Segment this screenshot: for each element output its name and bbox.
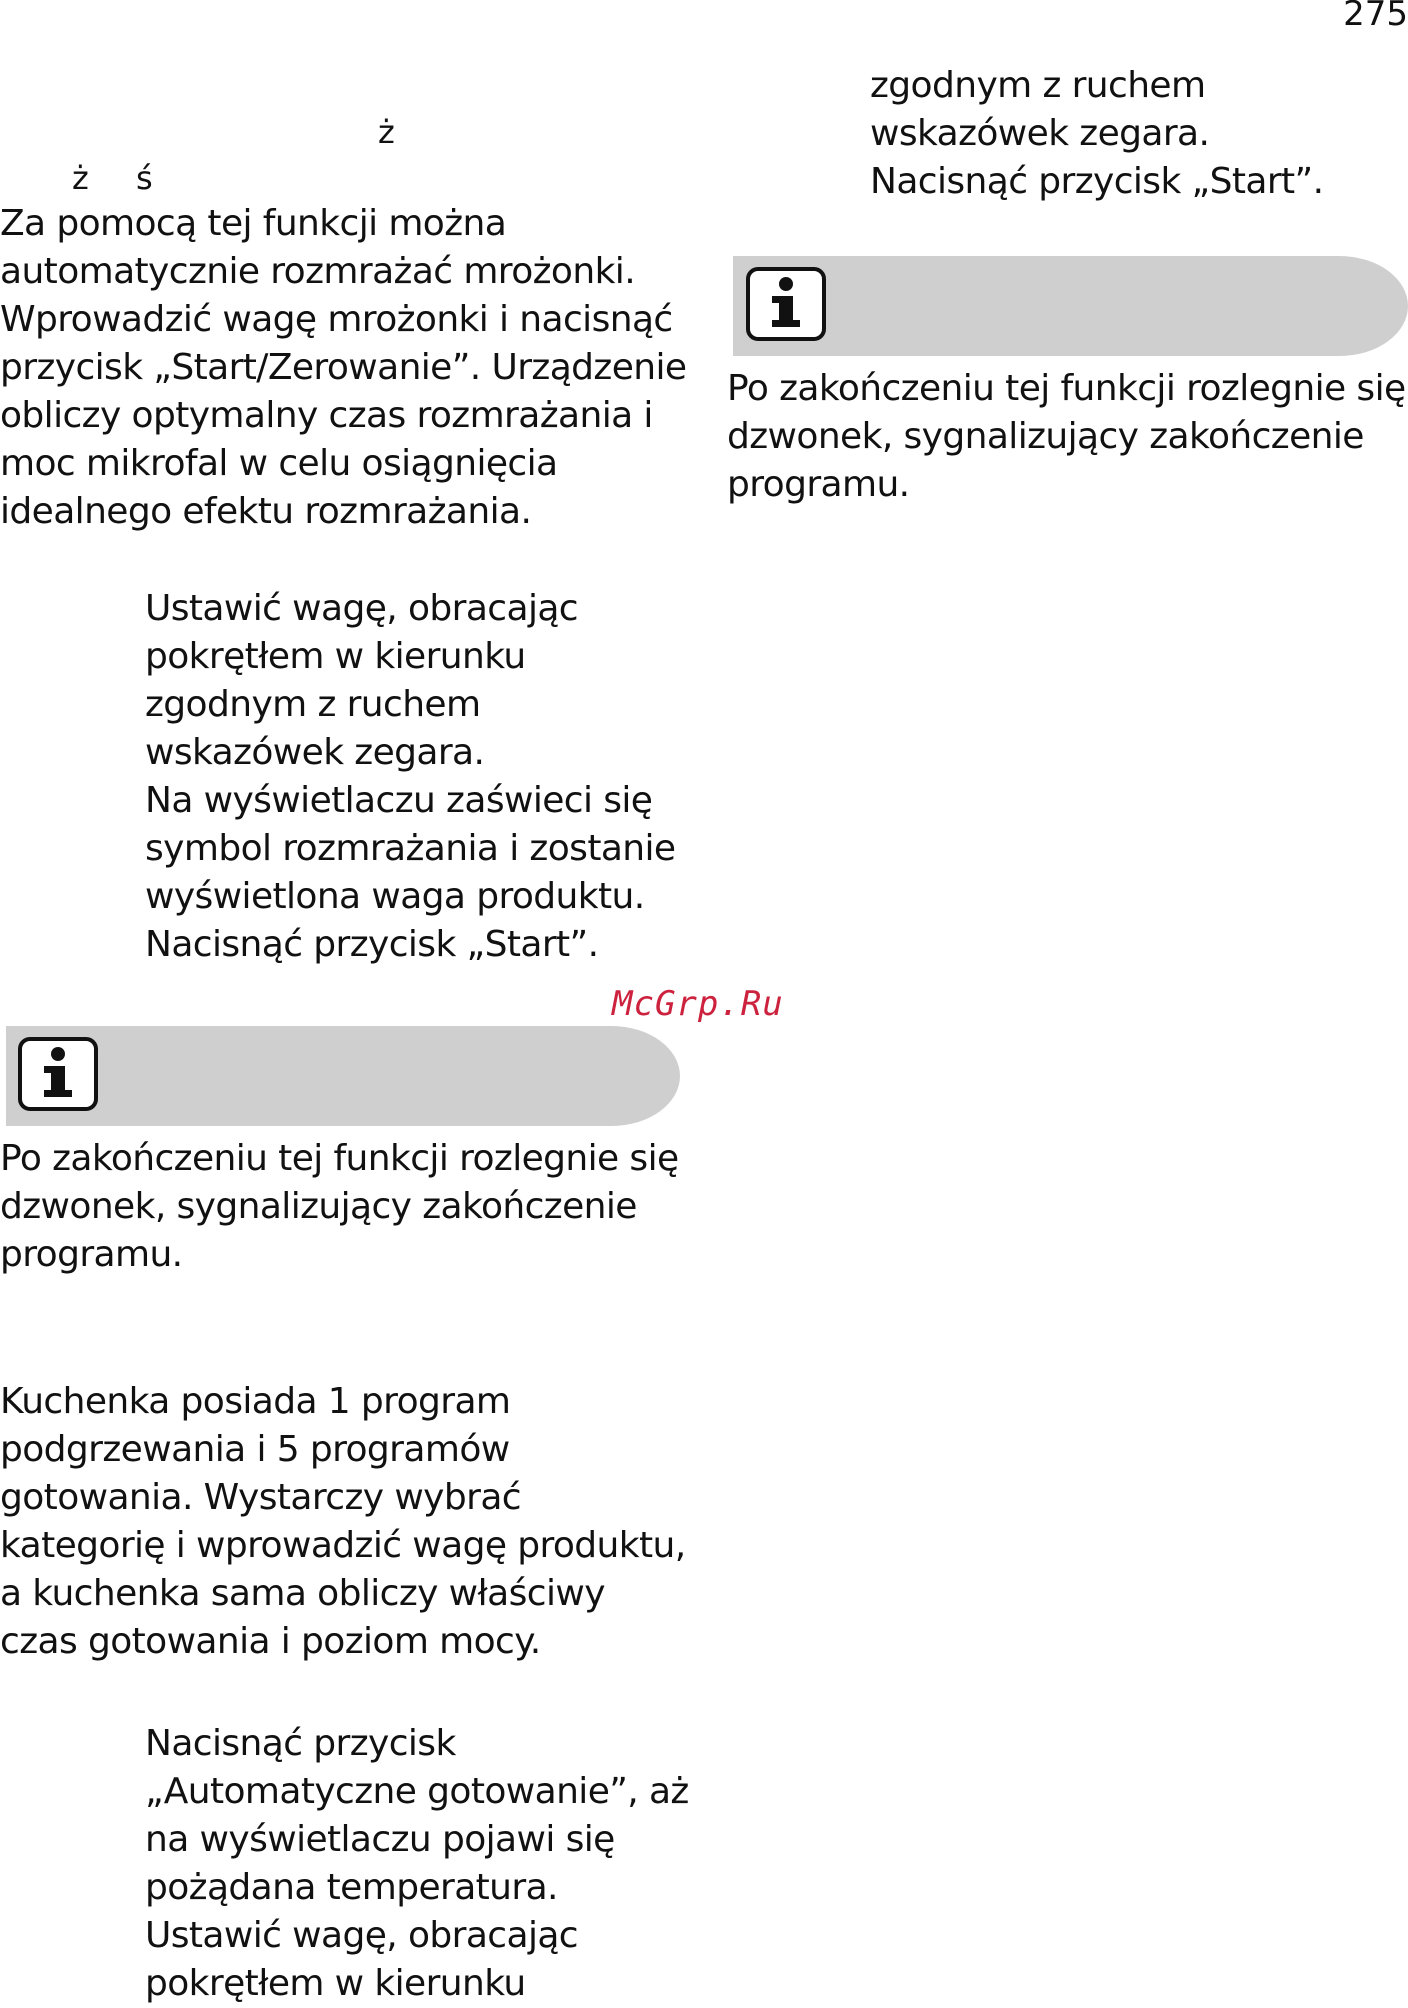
- step-line: symbol rozmrażania i zostanie: [145, 828, 676, 869]
- paragraph-line: moc mikrofal w celu osiągnięcia: [0, 443, 558, 484]
- paragraph-line: Za pomocą tej funkcji można: [0, 203, 507, 244]
- right-note: [727, 365, 1406, 509]
- auto-cook-intro: [0, 1378, 686, 1666]
- step-line: Na wyświetlaczu zaświeci się: [145, 780, 653, 821]
- defrost-note: [0, 1135, 679, 1279]
- heading-fragment: ś: [136, 159, 153, 197]
- note-line: dzwonek, sygnalizujący zakończenie: [0, 1186, 637, 1227]
- info-icon: [18, 1037, 98, 1111]
- paragraph-line: idealnego efektu rozmrażania.: [0, 491, 532, 532]
- paragraph-line: automatycznie rozmrażać mrożonki.: [0, 251, 636, 292]
- right-continuation: [870, 62, 1323, 206]
- step-line: wskazówek zegara.: [870, 113, 1210, 154]
- step-line: zgodnym z ruchem: [145, 684, 481, 725]
- note-line: dzwonek, sygnalizujący zakończenie: [727, 416, 1364, 457]
- step-line: Ustawić wagę, obracając: [145, 1915, 579, 1956]
- paragraph-line: przycisk „Start/Zerowanie”. Urządzenie: [0, 347, 687, 388]
- step-line: Nacisnąć przycisk: [145, 1723, 456, 1764]
- step-line: pokrętłem w kierunku: [145, 636, 526, 677]
- info-icon: [746, 267, 826, 341]
- paragraph-line: podgrzewania i 5 programów: [0, 1429, 510, 1470]
- step-line: „Automatyczne gotowanie”, aż: [145, 1771, 689, 1812]
- paragraph-line: Wprowadzić wagę mrożonki i nacisnąć: [0, 299, 673, 340]
- note-line: programu.: [0, 1234, 183, 1275]
- paragraph-line: Kuchenka posiada 1 program: [0, 1381, 511, 1422]
- note-line: programu.: [727, 464, 910, 505]
- paragraph-line: obliczy optymalny czas rozmrażania i: [0, 395, 653, 436]
- paragraph-line: gotowania. Wystarczy wybrać: [0, 1477, 521, 1518]
- step-line: wyświetlona waga produktu.: [145, 876, 645, 917]
- step-line: na wyświetlaczu pojawi się: [145, 1819, 615, 1860]
- note-line: Po zakończeniu tej funkcji rozlegnie się: [0, 1138, 679, 1179]
- step-line: Nacisnąć przycisk „Start”.: [145, 924, 599, 965]
- step-line: Nacisnąć przycisk „Start”.: [870, 161, 1324, 202]
- page-number: 275: [1343, 0, 1408, 34]
- paragraph-line: kategorię i wprowadzić wagę produktu,: [0, 1525, 686, 1566]
- info-note-bar: [6, 1026, 680, 1126]
- step-line: wskazówek zegara.: [145, 732, 485, 773]
- heading-fragment: ż: [378, 113, 395, 151]
- info-note-bar: [733, 256, 1408, 356]
- step-line: Ustawić wagę, obracając: [145, 588, 579, 629]
- step-line: zgodnym z ruchem: [870, 65, 1206, 106]
- auto-cook-steps: [145, 1720, 689, 2008]
- paragraph-line: a kuchenka sama obliczy właściwy: [0, 1573, 605, 1614]
- step-line: pokrętłem w kierunku: [145, 1963, 526, 2004]
- paragraph-line: czas gotowania i poziom mocy.: [0, 1621, 541, 1662]
- watermark: McGrp.Ru: [612, 984, 784, 1024]
- defrost-intro: [0, 200, 686, 536]
- step-line: pożądana temperatura.: [145, 1867, 558, 1908]
- note-line: Po zakończeniu tej funkcji rozlegnie się: [727, 368, 1406, 409]
- heading-fragment: ż: [72, 159, 89, 197]
- defrost-steps: [145, 585, 675, 969]
